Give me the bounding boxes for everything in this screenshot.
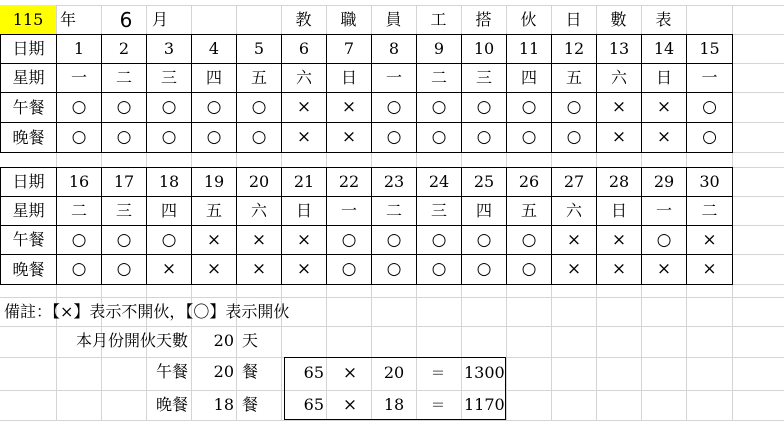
date-cell[interactable]: 5 [253,39,265,58]
lunch-cell[interactable]: × [341,97,357,117]
month-value[interactable]: 6 [119,7,133,32]
lunch-cell[interactable]: ○ [431,97,447,117]
weekday-cell[interactable]: 六 [565,201,582,220]
lunch-cell[interactable]: ○ [71,229,87,250]
weekday-cell[interactable]: 四 [205,68,222,87]
dinner-cell[interactable]: × [296,127,312,147]
title-char[interactable]: 伙 [520,9,537,29]
lunch-cell[interactable]: × [296,229,312,250]
lunch-cell[interactable]: ○ [206,97,222,117]
lunch-cell[interactable]: × [251,229,267,250]
dinner-cell[interactable]: ○ [116,259,132,279]
weekday-cell[interactable]: 五 [520,201,537,220]
dinner-meal-unit[interactable]: 餐 [242,394,259,414]
table-border-h [0,152,732,153]
date-label[interactable]: 日期 [12,172,45,191]
date-cell[interactable]: 30 [699,172,720,191]
weekday-cell[interactable]: 一 [70,68,87,87]
lunch-cell[interactable]: ○ [341,229,357,250]
weekday-cell[interactable]: 日 [295,201,312,220]
lunch-cell[interactable]: × [656,97,672,117]
weekday-cell[interactable]: 日 [655,68,672,87]
dinner-cell[interactable]: ○ [161,127,177,147]
lunch-price[interactable]: 65 [303,363,324,382]
weekday-cell[interactable]: 四 [520,68,537,87]
lunch-cell[interactable]: ○ [656,229,672,250]
lunch-cell[interactable]: × [206,229,222,250]
dinner-cell[interactable]: ○ [521,259,537,279]
days-label[interactable]: 本月份開伙天數 [75,330,188,350]
date-cell[interactable]: 18 [158,172,180,191]
lunch-cell[interactable]: × [611,229,627,250]
dinner-cell[interactable]: ○ [116,127,132,147]
title-char[interactable]: 日 [565,9,582,29]
weekday-cell[interactable]: 二 [430,68,447,87]
lunch-label[interactable]: 午餐 [12,97,45,117]
date-cell[interactable]: 4 [208,39,220,58]
weekday-cell[interactable]: 五 [565,68,582,87]
dinner-cell[interactable]: × [611,127,627,147]
date-cell[interactable]: 6 [298,39,310,58]
date-cell[interactable]: 17 [113,172,135,191]
title-char[interactable]: 職 [340,9,357,29]
dinner-cell[interactable]: × [566,259,582,279]
weekday-cell[interactable]: 六 [250,201,267,220]
lunch-cell[interactable]: ○ [476,229,492,250]
date-cell[interactable]: 23 [383,172,405,191]
lunch-cell[interactable]: ○ [116,97,132,117]
date-cell[interactable]: 11 [518,39,540,58]
weekday-cell[interactable]: 六 [610,68,627,87]
date-cell[interactable]: 14 [653,39,675,58]
date-cell[interactable]: 22 [338,172,360,191]
weekday-cell[interactable]: 三 [430,201,447,220]
date-cell[interactable]: 20 [248,172,270,191]
lunch-count[interactable]: 20 [213,361,234,381]
table-border-v [732,34,733,153]
date-cell[interactable]: 10 [473,39,495,58]
weekday-cell[interactable]: 一 [655,201,672,220]
lunch-cell[interactable]: ○ [251,97,267,117]
lunch-cell[interactable]: ○ [566,97,582,117]
weekday-cell[interactable]: 五 [250,68,267,87]
date-cell[interactable]: 9 [433,39,445,58]
dinner-cell[interactable]: × [656,127,672,147]
lunch-meal-unit[interactable]: 餐 [242,361,259,381]
remark-text[interactable]: 備註：【×】表示不開伙，【〇】表示開伙 [4,301,290,321]
dinner-cell[interactable]: ○ [476,259,492,279]
dinner-cell[interactable]: ○ [702,127,717,147]
date-cell[interactable]: 28 [608,172,630,191]
date-cell[interactable]: 27 [563,172,585,191]
dinner-multiply-sign[interactable]: × [342,394,358,415]
lunch-cell[interactable]: × [702,229,717,250]
date-cell[interactable]: 26 [518,172,540,191]
lunch-cell[interactable]: ○ [521,97,537,117]
lunch-cell[interactable]: ○ [476,97,492,117]
dinner-equals-sign[interactable]: = [431,395,445,414]
title-char[interactable]: 教 [295,9,312,29]
lunch-equals-sign[interactable]: = [431,363,445,382]
dinner-cell[interactable]: ○ [476,127,492,147]
lunch-cell[interactable]: ○ [521,229,537,250]
dinner-cell[interactable]: × [611,259,627,279]
lunch-cell[interactable]: ○ [71,97,87,117]
dinner-cell[interactable]: × [161,259,177,279]
lunch-label[interactable]: 午餐 [12,230,45,249]
date-cell[interactable]: 1 [73,39,85,58]
weekday-cell[interactable]: 二 [385,201,402,220]
lunch-cell[interactable]: ○ [386,97,402,117]
lunch-total[interactable]: 1300 [464,363,505,382]
weekday-cell[interactable]: 二 [701,201,718,220]
title-char[interactable]: 數 [610,9,627,29]
dinner-summary-label[interactable]: 晚餐 [155,394,188,414]
days-unit[interactable]: 天 [242,330,259,350]
weekday-cell[interactable]: 二 [115,68,132,87]
lunch-cell[interactable]: × [566,229,582,250]
dinner-total[interactable]: 1170 [464,395,505,414]
date-cell[interactable]: 15 [699,39,720,58]
table-border-v [732,167,733,285]
weekday-cell[interactable]: 一 [385,68,402,87]
lunch-cell[interactable]: ○ [116,229,132,250]
weekday-cell[interactable]: 五 [205,201,222,220]
dinner-cell[interactable]: × [296,259,312,279]
date-cell[interactable]: 13 [608,39,630,58]
weekday-label[interactable]: 星期 [12,68,45,87]
weekday-cell[interactable]: 六 [295,68,312,87]
date-cell[interactable]: 7 [343,39,355,58]
month-suffix[interactable]: 月 [152,9,169,29]
weekday-cell[interactable]: 一 [340,201,357,220]
weekday-cell[interactable]: 四 [475,201,492,220]
date-cell[interactable]: 3 [163,39,175,58]
grid-row-line [0,420,784,421]
year-suffix[interactable]: 年 [60,9,77,29]
dinner-cell[interactable]: ○ [341,259,357,279]
date-cell[interactable]: 29 [653,172,675,191]
weekday-cell[interactable]: 三 [475,68,492,87]
lunch-cell[interactable]: ○ [386,229,402,250]
date-cell[interactable]: 19 [203,172,225,191]
lunch-cell[interactable]: ○ [431,229,447,250]
weekday-cell[interactable]: 日 [610,201,627,220]
days-value[interactable]: 20 [213,330,234,350]
title-char[interactable]: 表 [655,9,672,29]
date-cell[interactable]: 16 [68,172,90,191]
title-char[interactable]: 員 [385,9,402,29]
date-cell[interactable]: 12 [563,39,585,58]
lunch-cell[interactable]: × [296,97,312,117]
dinner-cell[interactable]: × [341,127,357,147]
lunch-summary-label[interactable]: 午餐 [155,361,188,381]
date-cell[interactable]: 24 [428,172,450,191]
dinner-cell[interactable]: × [656,259,672,279]
dinner-cell[interactable]: ○ [431,127,447,147]
dinner-cell[interactable]: × [206,259,222,279]
table-border-h [0,284,732,285]
dinner-cell[interactable]: × [702,259,717,279]
date-label[interactable]: 日期 [12,39,45,58]
date-cell[interactable]: 2 [118,39,130,58]
date-cell[interactable]: 8 [388,39,400,58]
date-cell[interactable]: 21 [293,172,315,191]
dinner-cell[interactable]: ○ [521,127,537,147]
lunch-cell[interactable]: × [611,97,627,117]
weekday-cell[interactable]: 三 [115,201,132,220]
title-char[interactable]: 搭 [475,9,492,29]
dinner-count[interactable]: 18 [213,394,234,414]
dinner-price[interactable]: 65 [303,395,324,414]
dinner-cell[interactable]: ○ [386,127,402,147]
dinner-quantity[interactable]: 18 [383,395,405,414]
lunch-cell[interactable]: ○ [161,229,177,250]
dinner-cell[interactable]: ○ [71,259,87,279]
dinner-cell[interactable]: ○ [566,127,582,147]
weekday-cell[interactable]: 二 [70,201,87,220]
dinner-cell[interactable]: ○ [431,259,447,279]
lunch-cell[interactable]: ○ [161,97,177,117]
dinner-cell[interactable]: × [251,259,267,279]
lunch-cell[interactable]: ○ [702,97,717,117]
dinner-cell[interactable]: ○ [71,127,87,147]
dinner-cell[interactable]: ○ [386,259,402,279]
year-value[interactable]: 115 [12,9,44,29]
lunch-multiply-sign[interactable]: × [342,362,358,383]
dinner-label[interactable]: 晚餐 [12,127,45,147]
weekday-cell[interactable]: 四 [160,201,177,220]
weekday-cell[interactable]: 三 [160,68,177,87]
weekday-label[interactable]: 星期 [12,201,45,220]
dinner-cell[interactable]: ○ [251,127,267,147]
dinner-cell[interactable]: ○ [206,127,222,147]
title-char[interactable]: 工 [430,9,447,29]
date-cell[interactable]: 25 [473,172,495,191]
lunch-quantity[interactable]: 20 [383,363,405,382]
weekday-cell[interactable]: 一 [701,68,718,87]
dinner-label[interactable]: 晚餐 [12,259,45,279]
weekday-cell[interactable]: 日 [340,68,357,87]
